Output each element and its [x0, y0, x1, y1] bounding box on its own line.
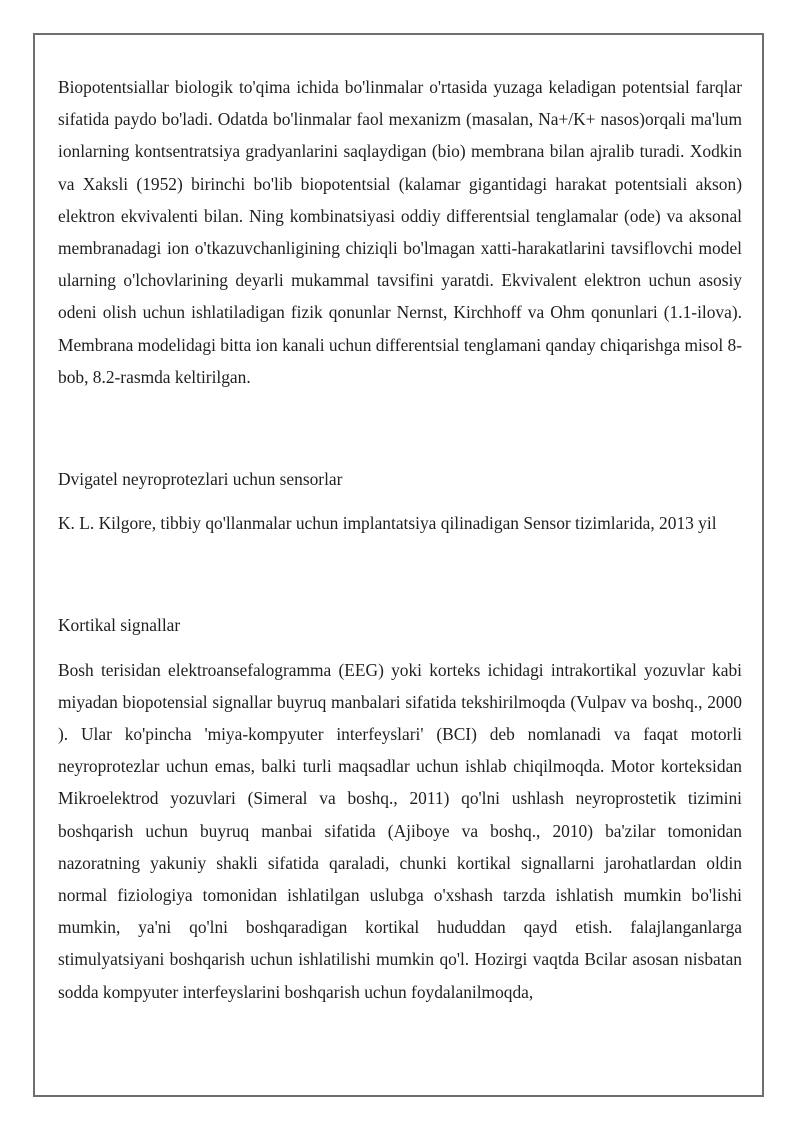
- section-heading-cortical-signals: Kortikal signallar: [58, 615, 181, 636]
- section-heading-motor-neuroprosthesis-sensors: Dvigatel neyroprotezlari uchun sensorlar: [58, 469, 343, 490]
- paragraph-cortical-signals: Bosh terisidan elektroansefalogramma (EEG) yoki korteks ichidagi intrakortikal yozuvlar kabi miyadan biopotensial signallar buyruq manbalari sifatida tekshirilmoqda (Vulpav va boshq., 2000 ). Ular ko'pincha 'miya-kompyuter interfeyslari' (BCI) deb nomlanadi va faqat motorli neyroprotezlar uchun emas, balki turli maqsadlar uchun ishlab chiqilmoqda. Motor korteksidan Mikroelektrod yozuvlari (Simeral va boshq., 2011) qo'lni ushlash neyroprostetik tizimini boshqarish uchun buyruq manbai sifatida (Ajiboye va boshq., 2010) ba'zilar tomonidan nazoratning yakuniy shakli sifatida qaraladi, chunki kortikal signallarni jarohatlardan oldin normal fiziologiya tomonidan ishlatilgan uslubga o'xshash tarzda ishlatish mumkin bo'lishi mumkin, ya'ni qo'lni boshqaradigan kortikal hududdan qayd etish. falajlanganlarga stimulyatsiyani boshqarish uchun ishlatilishi mumkin qo'l. Hozirgi vaqtda Bcilar asosan nisbatan sodda kompyuter interfeyslarini boshqarish uchun foydalanilmoqda,: [58, 659, 742, 1002]
- document-body: [58, 71, 742, 1008]
- citation-line: K. L. Kilgore, tibbiy qo'llanmalar uchun implantatsiya qilinadigan Sensor tizimlarida, 2013 yil: [58, 513, 717, 534]
- paragraph-biopotentials: Biopotentsiallar biologik to'qima ichida bo'linmalar o'rtasida yuzaga keladigan potentsial farqlar sifatida paydo bo'ladi. Odatda bo'linmalar faol mexanizm (masalan, Na+/K+ nasos)orqali ma'lum ionlarning kontsentratsiya gradyanlarini saqlaydigan (bio) membrana bilan ajralib turadi. Xodkin va Xaksli (1952) birinchi bo'lib biopotentsial (kalamar gigantidagi harakat potentsiali akson) elektron ekvivalenti bilan. Ning kombinatsiyasi oddiy differentsial tenglamalar (ode) va aksonal membranadagi ion o'tkazuvchanligining chiziqli bo'lmagan xatti-harakatlarini tavsiflovchi model ularning o'lchovlarining deyarli mukammal tavsifini yaratdi. Ekvivalent elektron uchun asosiy odeni olish uchun ishlatiladigan fizik qonunlar Nernst, Kirchhoff va Ohm qonunlari (1.1-ilova). Membrana modelidagi bitta ion kanali uchun differentsial tenglamani qanday chiqarishga misol 8-bob, 8.2-rasmda keltirilgan.: [58, 77, 743, 387]
